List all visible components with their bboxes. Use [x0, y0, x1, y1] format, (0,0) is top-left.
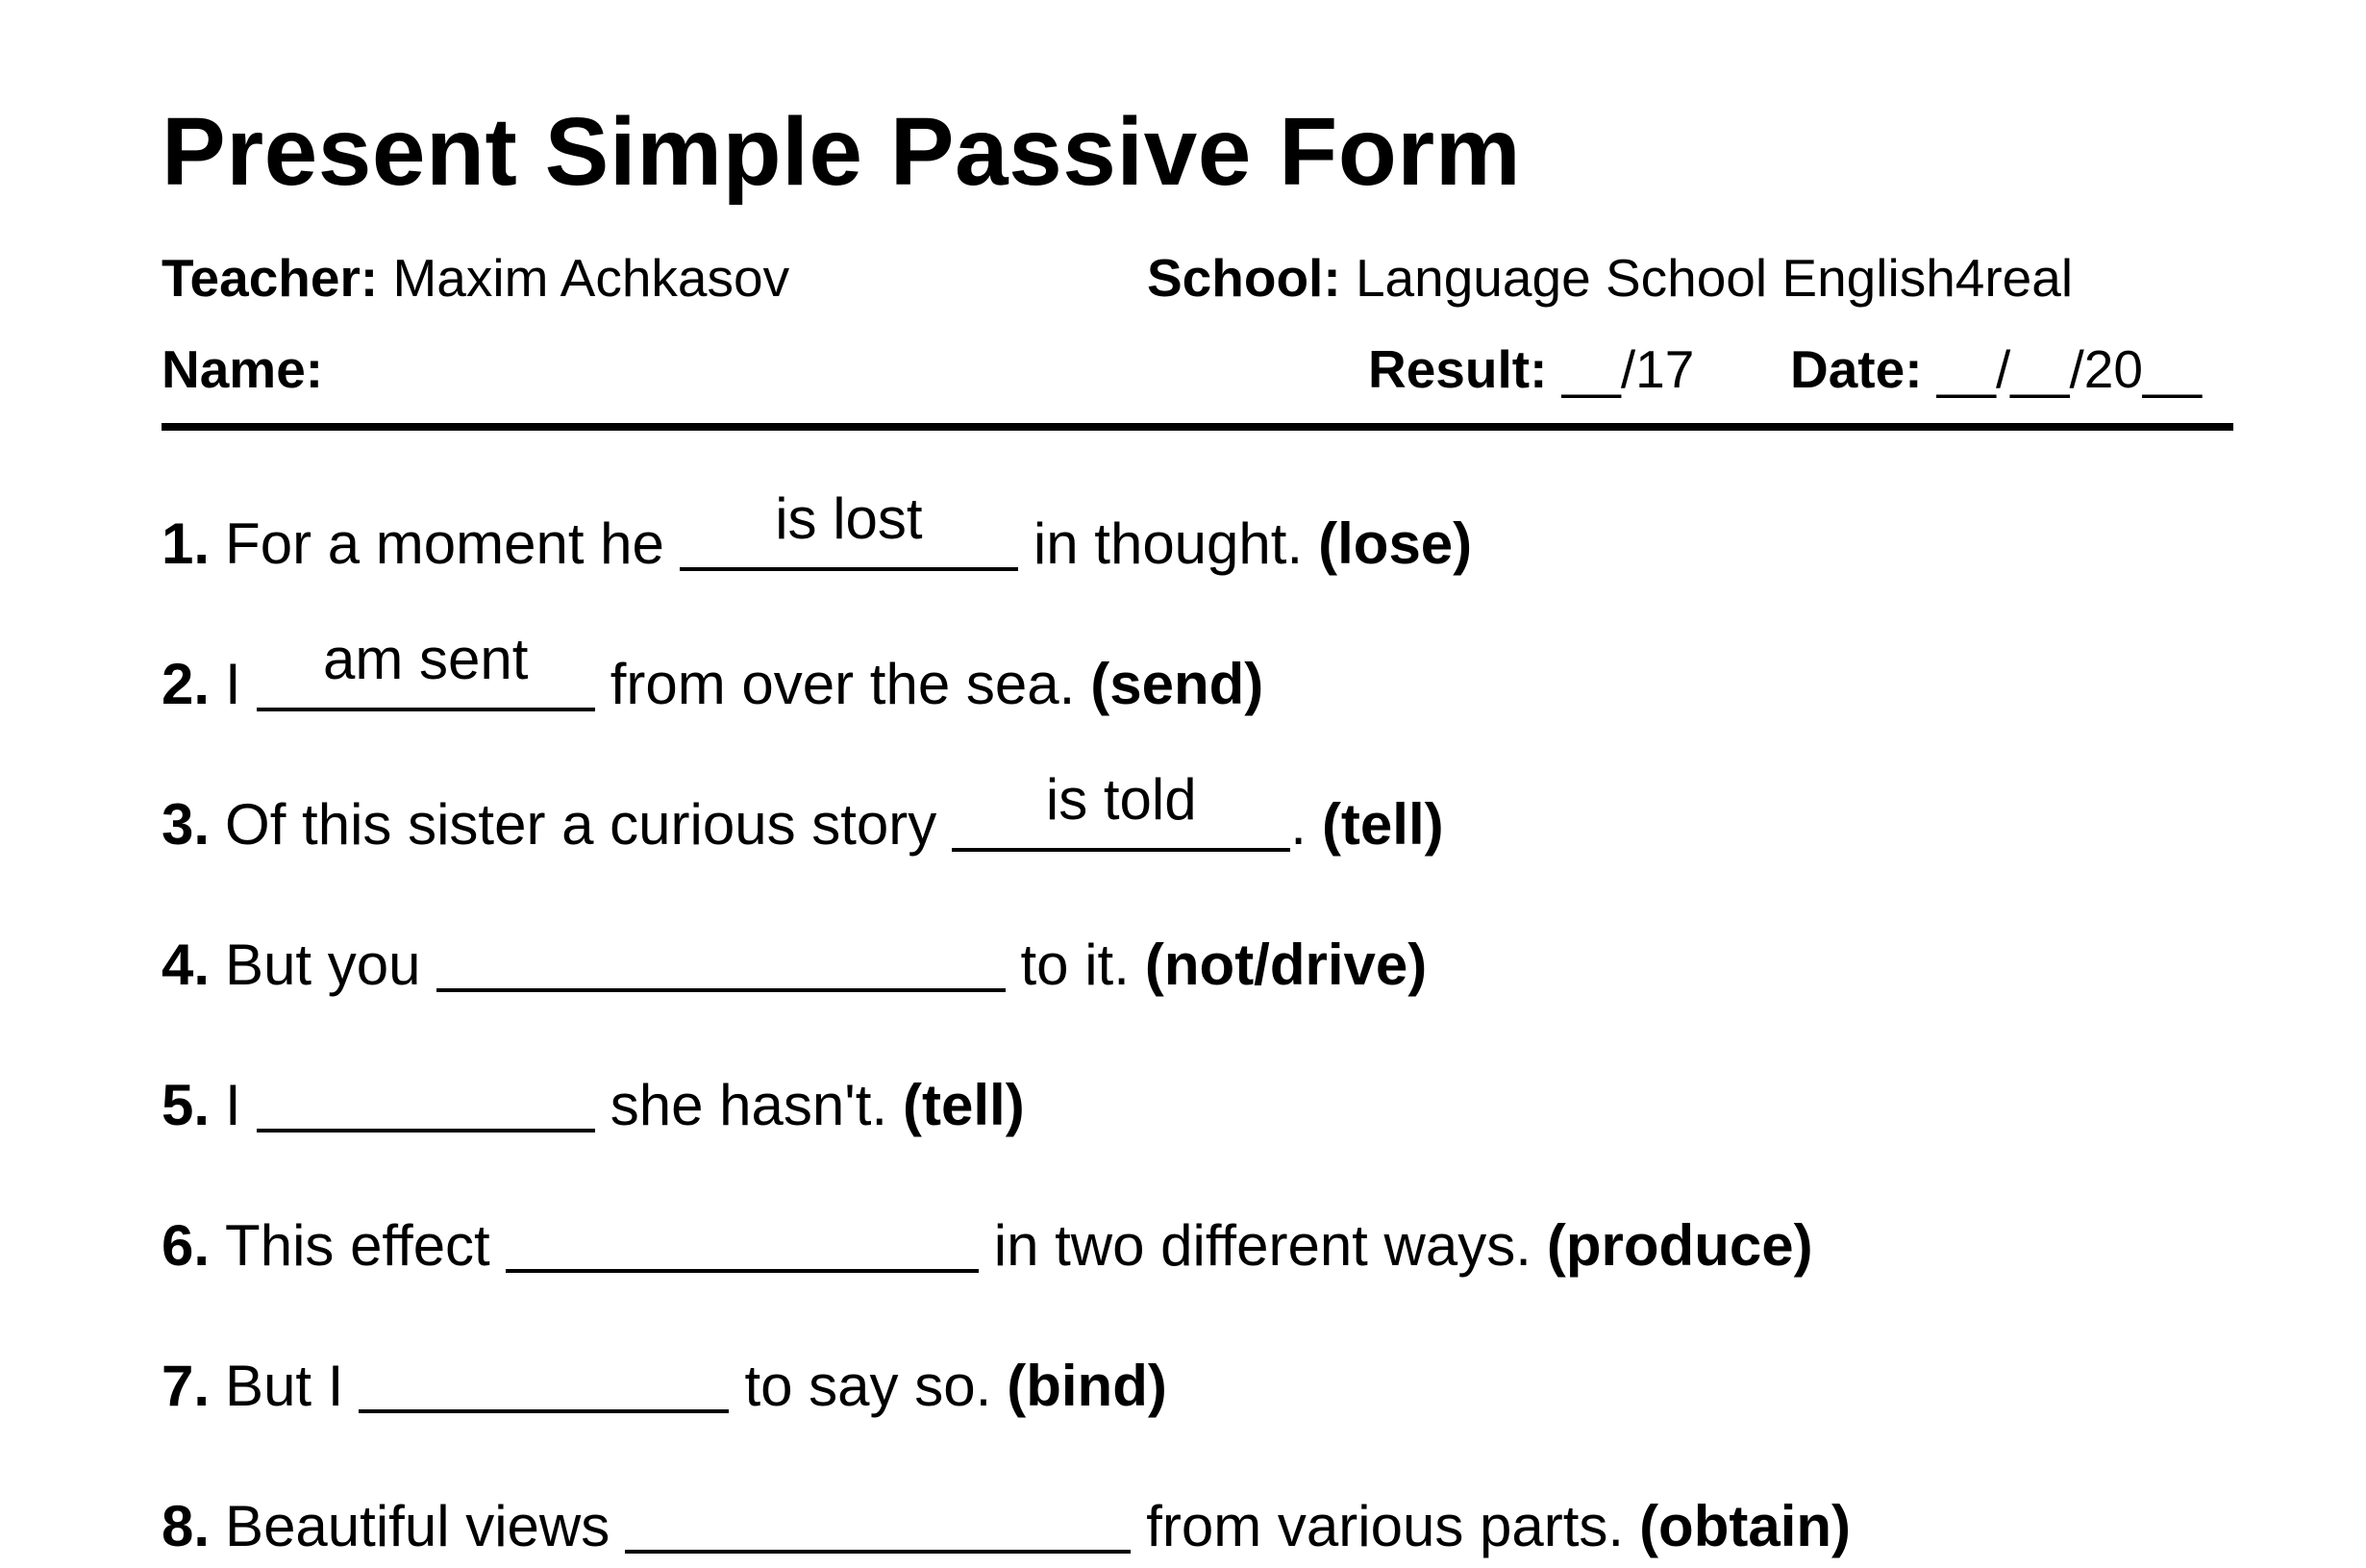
question-number: 6.: [162, 1213, 211, 1278]
date-label: Date:: [1790, 339, 1923, 399]
name-field: [162, 339, 324, 399]
question-text-after: to it.: [1020, 933, 1130, 997]
answer-blank[interactable]: [952, 767, 1290, 844]
question-number: 7.: [162, 1354, 211, 1418]
date-value: __/__/20__: [1936, 339, 2203, 399]
verb-hint: (obtain): [1639, 1494, 1852, 1558]
question-number: 1.: [162, 511, 211, 576]
question-5: [162, 1067, 1025, 1137]
answer-blank[interactable]: [625, 1488, 1131, 1546]
answer-text: is told: [1045, 767, 1197, 832]
answer-blank[interactable]: [506, 1207, 979, 1265]
teacher-field: [162, 248, 790, 308]
question-text-after: from various parts.: [1146, 1494, 1625, 1558]
question-3: [162, 767, 1444, 857]
question-number: 8.: [162, 1494, 211, 1558]
answer-blank[interactable]: [680, 486, 1018, 563]
verb-hint: (tell): [903, 1073, 1025, 1137]
teacher-label: Teacher:: [162, 248, 379, 308]
question-text-after: to say so.: [744, 1354, 992, 1418]
question-text-before: I: [225, 1073, 241, 1137]
question-text-after: in two different ways.: [993, 1213, 1532, 1278]
question-text-after: from over the sea.: [610, 652, 1076, 716]
question-number: 3.: [162, 792, 211, 857]
answer-text: am sent: [323, 627, 529, 691]
question-text-before: This effect: [225, 1213, 490, 1278]
question-text-before: Of this sister a curious story: [225, 792, 937, 857]
question-8: [162, 1488, 1851, 1556]
question-text-after: .: [1290, 792, 1307, 857]
result-value: __/17: [1561, 339, 1695, 399]
question-text-before: For a moment he: [225, 511, 664, 576]
question-2: [162, 627, 1264, 716]
verb-hint: (lose): [1318, 511, 1473, 576]
school-field: [1147, 248, 2074, 308]
answer-blank[interactable]: [359, 1348, 729, 1406]
result-label: Result:: [1368, 339, 1548, 399]
question-text-before: But I: [225, 1354, 344, 1418]
question-number: 2.: [162, 652, 211, 716]
question-7: [162, 1348, 1167, 1418]
page-title: Present Simple Passive Form: [162, 98, 1522, 206]
verb-hint: (send): [1090, 652, 1264, 716]
question-text-before: Beautiful views: [225, 1494, 610, 1558]
verb-hint: (not/drive): [1144, 933, 1428, 997]
answer-blank[interactable]: [257, 627, 595, 704]
verb-hint: (tell): [1321, 792, 1444, 857]
question-text-before: But you: [225, 933, 421, 997]
question-text-before: I: [225, 652, 241, 716]
question-4: [162, 927, 1428, 997]
answer-blank[interactable]: [436, 927, 1006, 984]
question-1: [162, 486, 1473, 576]
teacher-value: Maxim Achkasov: [392, 248, 790, 308]
verb-hint: (produce): [1546, 1213, 1813, 1278]
name-label: Name:: [162, 339, 324, 399]
result-field: [1368, 339, 1695, 399]
school-value: Language School English4real: [1355, 248, 2074, 308]
verb-hint: (bind): [1007, 1354, 1167, 1418]
date-field: [1790, 339, 2203, 399]
question-6: [162, 1207, 1813, 1278]
header-divider: [162, 423, 2233, 431]
question-text-after: in thought.: [1033, 511, 1304, 576]
question-text-after: she hasn't.: [610, 1073, 888, 1137]
answer-blank[interactable]: [257, 1067, 595, 1125]
question-number: 4.: [162, 933, 211, 997]
answer-text: is lost: [775, 486, 923, 551]
school-label: School:: [1147, 248, 1341, 308]
question-number: 5.: [162, 1073, 211, 1137]
